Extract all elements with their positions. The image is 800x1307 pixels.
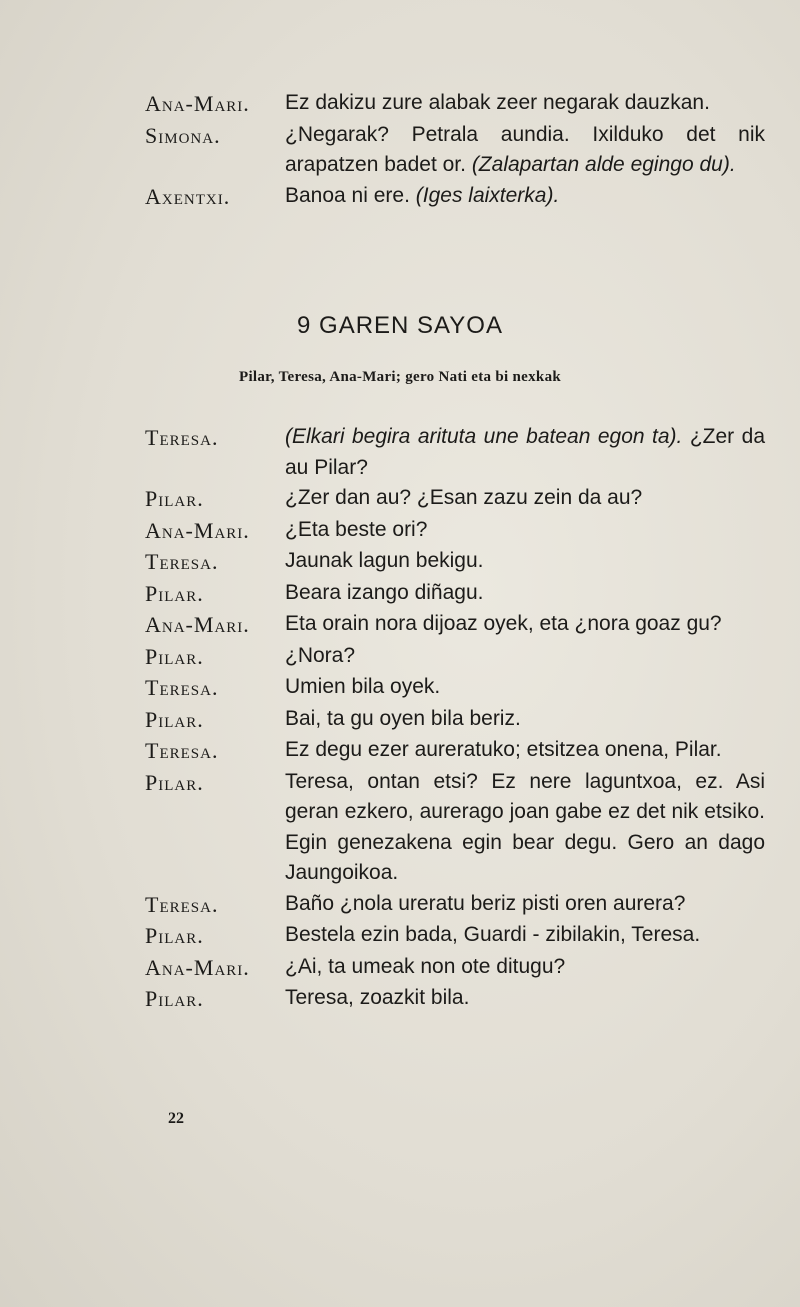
spoken-text: Ez degu ezer aureratuko; etsitzea onena, Pilar.	[285, 738, 722, 761]
speaker-name: Simona.	[145, 122, 221, 148]
speaker-name: Ana-Mari.	[145, 517, 250, 543]
speech-text	[285, 88, 765, 120]
speaker-name: Pilar.	[145, 486, 204, 511]
spoken-text: Banoa ni ere.	[285, 183, 416, 207]
speaker-name: Teresa.	[145, 675, 219, 700]
spoken-text: ¿Zer da au Pilar?	[285, 425, 765, 479]
dialogue-line	[145, 483, 765, 515]
dialogue-line	[145, 181, 765, 213]
spoken-text: ¿Negarak? Petrala aundia. Ixilduko det nik arapatzen badet or.	[285, 122, 765, 176]
speech-text	[285, 609, 765, 641]
speech-text	[285, 889, 765, 921]
dialogue-line	[145, 578, 765, 610]
spoken-text: ¿Nora?	[285, 643, 356, 667]
speaker-name: Teresa.	[145, 425, 219, 450]
dialogue-section-2	[145, 422, 765, 1015]
speech-text	[285, 983, 765, 1015]
dialogue-line	[145, 88, 765, 120]
speaker-name: Pilar.	[145, 706, 204, 732]
speaker-name: Axentxi.	[145, 183, 231, 209]
page-number: 22	[168, 1110, 184, 1127]
scene-cast: Pilar, Teresa, Ana-Mari; gero Nati eta bi nexkak	[238, 369, 562, 385]
scene-title: 9 GAREN SAYOA	[297, 312, 503, 339]
speech-text	[285, 515, 765, 547]
speech-text	[285, 641, 765, 673]
speech-text	[285, 672, 765, 704]
speaker-name: Ana-Mari.	[145, 612, 250, 637]
dialogue-line	[145, 609, 765, 641]
speaker-name: Pilar.	[145, 643, 204, 669]
speaker-name: Pilar.	[145, 986, 204, 1011]
stage-direction: (Iges laixterka).	[415, 183, 560, 207]
dialogue-line	[145, 120, 765, 181]
spoken-text: Umien bila oyek.	[285, 675, 441, 698]
speech-text	[285, 704, 765, 736]
spoken-text: Teresa, zoazkit bila.	[285, 986, 470, 1009]
spoken-text: Bai, ta gu oyen bila beriz.	[285, 706, 521, 730]
dialogue-line	[145, 735, 765, 767]
spoken-text: Eta orain nora dijoaz oyek, eta ¿nora goaz gu?	[285, 612, 722, 635]
speaker-name: Pilar.	[145, 580, 204, 606]
speaker-name: Pilar.	[145, 923, 204, 948]
speaker-name: Pilar.	[145, 769, 204, 795]
dialogue-line	[145, 920, 765, 952]
speech-text	[285, 578, 765, 610]
spoken-text: Baño ¿nola ureratu beriz pisti oren aurera?	[285, 891, 686, 915]
stage-direction: (Zalapartan alde egingo du).	[471, 153, 736, 176]
dialogue-line	[145, 546, 765, 578]
dialogue-line	[145, 672, 765, 704]
speech-text	[285, 181, 765, 213]
spoken-text: Teresa, ontan etsi? Ez nere laguntxoa, ez. Asi geran ezkero, aurerago joan gabe ez det nik etsiko. Egin genezakena egin bear degu. Gero an dago Jaungoikoa.	[285, 769, 765, 884]
speech-text	[285, 422, 765, 483]
dialogue-section-1	[145, 88, 765, 212]
speech-text	[285, 767, 765, 889]
dialogue-line	[145, 983, 765, 1015]
speech-text	[285, 952, 765, 984]
spoken-text: Beara izango diñagu.	[285, 580, 484, 604]
spoken-text: Bestela ezin bada, Guardi - zibilakin, Teresa.	[285, 923, 701, 946]
speaker-name: Teresa.	[145, 891, 219, 917]
speech-text	[285, 735, 765, 767]
spoken-text: Jaunak lagun bekigu.	[285, 549, 484, 572]
spoken-text: ¿Ai, ta umeak non ote ditugu?	[285, 954, 566, 978]
speaker-name: Teresa.	[145, 549, 219, 574]
dialogue-line	[145, 422, 765, 483]
speech-text	[285, 483, 765, 515]
dialogue-line	[145, 889, 765, 921]
speech-text	[285, 546, 765, 578]
speech-text	[285, 120, 765, 181]
spoken-text: ¿Zer dan au? ¿Esan zazu zein da au?	[285, 486, 643, 509]
speaker-name: Ana-Mari.	[145, 91, 250, 116]
spoken-text: Ez dakizu zure alabak zeer negarak dauzkan.	[285, 91, 710, 114]
speaker-name: Ana-Mari.	[145, 954, 250, 980]
speaker-name: Teresa.	[145, 738, 219, 763]
spoken-text: ¿Eta beste ori?	[285, 517, 428, 541]
dialogue-line	[145, 704, 765, 736]
dialogue-line	[145, 767, 765, 889]
stage-direction: (Elkari begira arituta une batean egon ta).	[285, 425, 683, 448]
dialogue-line	[145, 952, 765, 984]
speech-text	[285, 920, 765, 952]
dialogue-line	[145, 515, 765, 547]
dialogue-line	[145, 641, 765, 673]
